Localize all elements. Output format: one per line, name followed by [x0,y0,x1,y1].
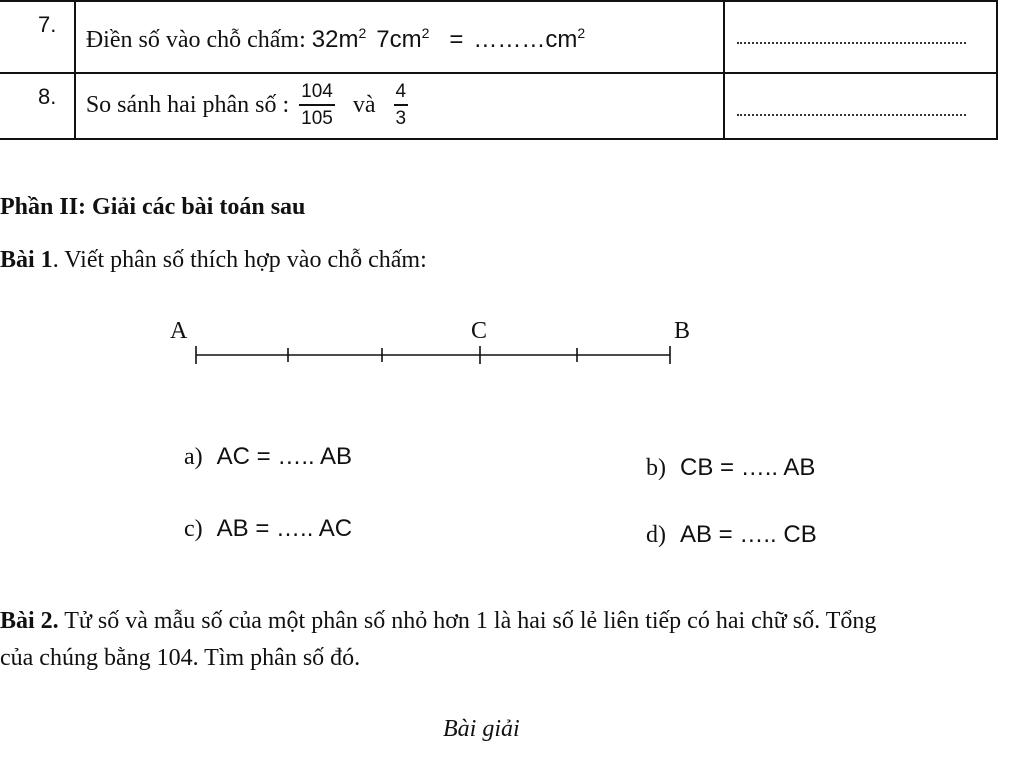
answer-dotted-line [737,42,966,44]
fraction-numerator: 104 [299,82,335,106]
fraction-1 [299,82,335,129]
table-row [0,1,997,73]
point-label-a: A [170,318,188,344]
connector-word: và [352,91,376,118]
answer-dotted-line [737,114,966,116]
equals-sign: = [449,26,464,53]
value-2: $7cm^2$ [376,25,430,53]
fraction-numerator: 4 [394,82,409,106]
sub-item-expression[interactable]: AC = ….. AB [216,443,353,470]
bai1-text: . Viết phân số thích hợp vào chỗ chấm: [52,247,427,273]
point-label-c: C [471,318,488,344]
fraction-denominator: 105 [301,107,333,129]
bai1-label: Bài 1 [0,247,53,273]
sub-item-letter: d) [646,522,666,548]
answer-cell[interactable] [724,73,997,139]
number-line [180,340,690,370]
sub-item-a [184,443,352,471]
question-number: 8. [38,84,57,109]
unit: $cm^2$ [545,25,586,53]
question-cell [75,73,724,139]
sub-item-d [646,521,817,549]
sub-item-expression[interactable]: AB = ….. AC [216,515,353,542]
question-table [0,0,998,140]
sub-item-expression[interactable]: CB = ….. AB [680,454,816,481]
bai1-prompt [0,247,427,274]
question-number: 7. [38,12,57,37]
question-prefix: Điền số vào chỗ chấm: [85,26,312,53]
question-number-cell [0,1,75,73]
answer-cell[interactable] [724,1,997,73]
question-text [76,74,723,129]
question-prefix: So sánh hai phân số : [85,91,296,118]
question-number-cell [0,73,75,139]
part2-heading: Phần II: Giải các bài toán sau [0,194,306,220]
bai2-label: Bài 2. [0,608,59,634]
answer-blank[interactable]: ……… [473,26,546,53]
solution-title: Bài giải [443,716,520,742]
bai2-line-1 [0,608,876,635]
sub-item-b [646,454,815,482]
sub-item-letter: a) [184,444,203,470]
sub-item-letter: b) [646,455,666,481]
question-text [76,2,723,54]
sub-item-c [184,515,352,543]
value-1: $32m^2$ [311,25,367,53]
sub-item-letter: c) [184,516,203,542]
question-cell [75,1,724,73]
point-label-b: B [674,318,691,344]
table-row [0,73,997,139]
sub-item-expression[interactable]: AB = ….. CB [680,521,817,548]
bai2-text: Tử số và mẫu số của một phân số nhỏ hơn 1 là hai số lẻ liên tiếp có hai chữ số. Tổng [58,608,877,634]
fraction-denominator: 3 [395,107,407,129]
fraction-2 [394,82,409,129]
bai2-line-2: của chúng bằng 104. Tìm phân số đó. [0,645,361,671]
